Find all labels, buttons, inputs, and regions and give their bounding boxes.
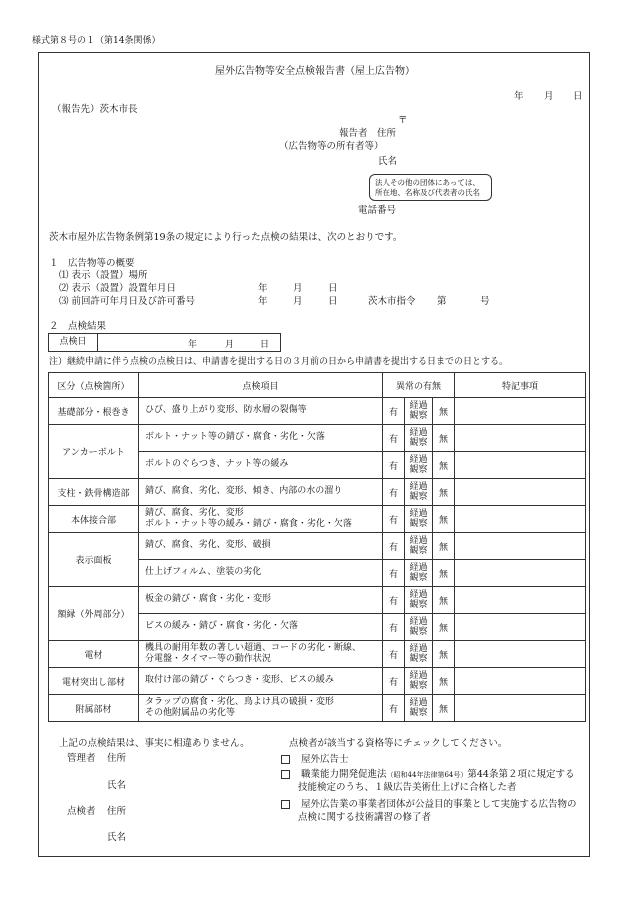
remarks-cell[interactable] [455,533,586,560]
addressee: （報告先）茨木市長 [52,104,138,115]
year-label: 年 [514,91,524,102]
table-row: 基礎部分・根巻き ひび、盛り上がり変形、防水層の裂傷等 有 経過 観察 無 [49,398,586,425]
mark-yes[interactable]: 有 [383,452,405,479]
qualification-option-2-line2: 技能検定のうち、１級広告美術仕上げに合格した者 [298,782,517,793]
mark-yes[interactable]: 有 [383,533,405,560]
qualification-option-2[interactable]: 職業能力開発促進法（昭和44年法律第64号）第44条第２項に規定する [281,769,574,780]
month-label: 月 [544,91,554,102]
inspection-table [48,372,586,722]
inspection-date-box[interactable]: 点検日 年 月 日 [48,333,281,352]
table-row: 額縁（外周部分） 板金の錆び・腐食・劣化・変形 有 経過 観察 無 [49,587,586,614]
postal-mark: 〒 [398,115,408,126]
remarks-cell[interactable] [455,479,586,506]
overview-item-1: ⑴ 表示（設置）場所 [59,270,148,281]
qualification-prompt: 点検者が該当する資格等にチェックしてください。 [289,738,508,749]
mark-watch[interactable]: 経過 観察 [405,560,433,587]
mark-no[interactable]: 無 [433,533,455,560]
mark-yes[interactable]: 有 [383,425,405,452]
mark-watch[interactable]: 経過 観察 [405,425,433,452]
declaration: 上記の点検結果は、事実に相違ありません。 [59,738,250,749]
mark-watch[interactable]: 経過 観察 [405,641,433,668]
table-row: 附属部材 タラップの腐食・劣化、鳥よけ具の破損・変形 その他附属品の劣化等 有 経過 観察 無 [49,695,586,722]
remarks-cell[interactable] [455,425,586,452]
mark-no[interactable]: 無 [433,587,455,614]
table-row: 電材突出し部材 取付け部の錆び・ぐらつき・変形、ビスの緩み 有 経過 観察 無 [49,668,586,695]
mark-watch[interactable]: 経過 観察 [405,479,433,506]
mark-no[interactable]: 無 [433,641,455,668]
corporation-note: 法人その他の団体にあっては、 所在地、名称及び代表者の氏名 [369,174,492,201]
remarks-cell[interactable] [455,695,586,722]
remarks-cell[interactable] [455,560,586,587]
inspector-address-label: 住所 [107,806,127,817]
mark-yes[interactable]: 有 [383,479,405,506]
mark-no[interactable]: 無 [433,668,455,695]
mark-watch[interactable]: 経過 観察 [405,668,433,695]
manager-label: 管理者 [67,753,96,764]
overview-item-2: ⑵ 表示（設置）設置年月日 [59,283,177,294]
mark-watch[interactable]: 経過 観察 [405,695,433,722]
inspector-label: 点検者 [67,806,96,817]
table-row: 電材 機具の耐用年数の著しい超過、コードの劣化・断線、 分電盤・タイマー等の動作状況 有 経過 観察 無 [49,641,586,668]
mark-watch[interactable]: 経過 観察 [405,533,433,560]
manager-name-label: 氏名 [107,780,127,791]
mark-yes[interactable]: 有 [383,641,405,668]
mark-no[interactable]: 無 [433,560,455,587]
mark-no[interactable]: 無 [433,398,455,425]
manager-address-label: 住所 [107,753,127,764]
table-row: 仕上げフィルム、塗装の劣化 有 経過 観察 無 [49,560,586,587]
table-row: 表示面板 錆び、腐食、劣化、変形、破損 有 経過 観察 無 [49,533,586,560]
section2-heading: ２ 点検結果 [49,321,107,332]
phone-label: 電話番号 [358,205,397,216]
overview-item-3: ⑶ 前回許可年月日及び許可番号 [59,296,196,307]
mark-watch[interactable]: 経過 観察 [405,614,433,641]
mark-no[interactable]: 無 [433,614,455,641]
remarks-cell[interactable] [455,641,586,668]
mark-yes[interactable]: 有 [383,398,405,425]
mark-yes[interactable]: 有 [383,695,405,722]
remarks-cell[interactable] [455,587,586,614]
remarks-cell[interactable] [455,668,586,695]
checkbox[interactable] [281,770,290,779]
inspector-name-label: 氏名 [107,832,127,843]
qualification-option-3-line2: 点検に関する技術講習の修了者 [298,812,432,823]
inspection-date-label: 点検日 [49,334,98,351]
table-row: アンカーボルト ボルト・ナット等の錆び・腐食・劣化・欠落 有 経過 観察 無 [49,425,586,452]
mark-yes[interactable]: 有 [383,668,405,695]
mark-watch[interactable]: 経過 観察 [405,452,433,479]
remarks-cell[interactable] [455,614,586,641]
mark-watch[interactable]: 経過 観察 [405,587,433,614]
checkbox[interactable] [281,755,290,764]
remarks-cell[interactable] [455,506,586,533]
qualification-option-1[interactable]: 屋外広告士 [281,754,349,765]
mark-no[interactable]: 無 [433,425,455,452]
form-title: 屋外広告物等安全点検報告書（屋上広告物） [215,66,415,77]
mark-yes[interactable]: 有 [383,560,405,587]
owner-label: （広告物等の所有者等） [279,141,384,152]
table-row: ビスの緩み・錆び・腐食・劣化・欠落 有 経過 観察 無 [49,614,586,641]
form-number: 様式第８号の１（第14条関係） [32,36,161,46]
mark-yes[interactable]: 有 [383,506,405,533]
remarks-cell[interactable] [455,452,586,479]
table-row: ボルトのぐらつき、ナット等の緩み 有 経過 観察 無 [49,452,586,479]
mark-yes[interactable]: 有 [383,614,405,641]
mark-watch[interactable]: 経過 観察 [405,506,433,533]
mark-yes[interactable]: 有 [383,587,405,614]
mark-no[interactable]: 無 [433,479,455,506]
reporter-name-label: 氏名 [378,156,398,167]
day-label: 日 [573,91,583,102]
table-header: 区分（点検箇所） 点検項目 異常の有無 特記事項 [49,373,586,398]
intro-text: 茨木市屋外広告物条例第19条の規定により行った点検の結果は、次のとおりです。 [49,232,403,243]
mark-no[interactable]: 無 [433,506,455,533]
remarks-cell[interactable] [455,398,586,425]
mark-no[interactable]: 無 [433,695,455,722]
inspection-note: 注）継続申請に伴う点検の点検日は、申請書を提出する日の３月前の日から申請書を提出する日までの日とする。 [49,357,509,367]
mark-watch[interactable]: 経過 観察 [405,398,433,425]
section1-heading: １ 広告物等の概要 [49,258,135,269]
reporter-address-label: 報告者 住所 [339,128,397,139]
checkbox[interactable] [281,800,290,809]
qualification-option-3[interactable]: 屋外広告業の事業者団体が公益目的事業として実施する広告物の [281,799,577,810]
table-row: 本体接合部 錆び、腐食、劣化、変形 ボルト・ナット等の緩み・錆び・腐食・劣化・欠落 有 経過 観察 無 [49,506,586,533]
mark-no[interactable]: 無 [433,452,455,479]
table-row: 支柱・鉄骨構造部 錆び、腐食、劣化、変形、傾き、内部の水の溜り 有 経過 観察 無 [49,479,586,506]
